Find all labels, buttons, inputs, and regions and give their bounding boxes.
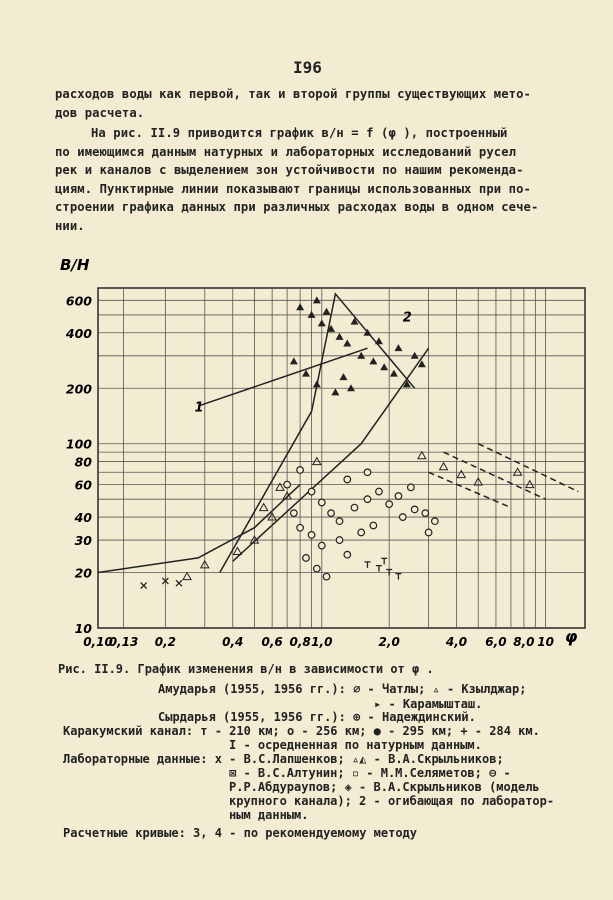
curve-4 [233, 348, 429, 561]
data-point-circle [344, 551, 351, 558]
data-point-triangle [318, 319, 326, 326]
data-point-circle [364, 469, 371, 476]
data-point-triangle [343, 339, 351, 346]
data-point-circle [425, 529, 432, 536]
y-tick-label: 600 [65, 293, 92, 309]
data-point-circle [314, 565, 321, 572]
caption-line: ▸ - Карамышташ. [374, 697, 483, 711]
text-line: дов расчета. [55, 105, 145, 120]
caption-line: Лабораторные данные: x - В.С.Лапшенков; ▵◭ - В.А.Скрыльников; [63, 752, 504, 766]
data-point-circle [411, 506, 418, 513]
data-point-circle [284, 481, 291, 488]
data-point-circle [303, 555, 310, 562]
curve-label: 2 [402, 310, 412, 326]
data-point-triangle [347, 384, 355, 391]
data-point-circle [336, 518, 343, 525]
x-tick-label: 0,13 [108, 635, 139, 649]
caption-line: Р.Р.Абдураупов; ◈ - В.А.Скрыльников (модель [229, 780, 540, 794]
y-tick-label: 400 [65, 325, 92, 341]
data-point-t [381, 558, 387, 564]
data-point-circle [351, 504, 358, 511]
chart-points [141, 296, 534, 588]
chart [0, 248, 613, 668]
caption-line: I - осредненная по натурным данным. [229, 738, 482, 752]
curve-labels [195, 311, 412, 416]
caption-line: Расчетные кривые: 3, 4 - по рекомендуемому методу [63, 826, 418, 840]
data-point-circle [318, 542, 325, 549]
data-point-triangle [380, 363, 388, 370]
data-point-triangle [375, 337, 383, 344]
data-point-open-triangle [526, 481, 534, 488]
data-point-t [376, 566, 382, 572]
page-number: I96 [293, 58, 322, 77]
data-point-circle [386, 501, 393, 508]
data-point-triangle [390, 370, 398, 377]
data-point-circle [432, 518, 439, 525]
data-point-open-triangle [313, 458, 321, 465]
y-tick-label: 10 [74, 621, 92, 636]
x-tick-label: 10 [537, 635, 554, 649]
data-point-circle [336, 537, 343, 544]
caption-line: крупного канала); 2 - огибающая по лаборатор- [229, 794, 555, 808]
data-point-circle [297, 524, 304, 531]
chart-svg [0, 248, 613, 668]
data-point-circle [408, 484, 415, 491]
data-point-circle [308, 532, 315, 539]
data-point-open-triangle [260, 504, 268, 511]
text-line: рек и каналов с выделением зон устойчивости по нашим рекоменда- [55, 163, 524, 178]
text-line: нии. [55, 218, 85, 233]
y-tick-label: 200 [65, 381, 92, 397]
x-tick-label: 0,10 [83, 635, 113, 649]
figure-caption-title: Рис. II.9. График изменения в/н в зависимости от φ . [58, 662, 434, 676]
x-tick-label: 8,0 [513, 635, 535, 649]
y-axis-label: В/Н [60, 256, 90, 274]
x-tick-label: 4,0 [445, 635, 468, 649]
data-point-triangle [357, 352, 365, 359]
paragraph-2 [55, 124, 565, 236]
data-point-circle [291, 510, 298, 517]
curve-label: 1 [194, 400, 204, 416]
y-tick-label: 20 [74, 565, 92, 581]
data-point-t [395, 574, 401, 580]
data-point-circle [395, 493, 402, 500]
data-point-triangle [308, 311, 316, 318]
text-line: расходов воды как первой, так и второй группы существующих мето- [55, 87, 531, 101]
x-tick-label: 0,2 [154, 635, 177, 649]
data-point-triangle [313, 296, 321, 303]
x-tick-label: 0,4 [222, 635, 244, 649]
curve-3 [98, 485, 300, 573]
data-point-circle [308, 488, 315, 495]
caption-line: ным данным. [229, 808, 309, 822]
paragraph-1 [55, 85, 565, 122]
data-point-triangle [290, 357, 298, 364]
text-line: по имеющимся данным натурных и лабораторных исследований русел [55, 144, 517, 159]
y-tick-label: 100 [65, 436, 92, 452]
data-point-cross [176, 580, 182, 586]
text-line: На рис. II.9 приводится график в/н = f (φ ), построенный [91, 126, 508, 140]
x-tick-label: 2,0 [378, 635, 400, 649]
caption-line: Амударья (1955, 1956 гг.): ⌀ - Чатлы; ▵ - Кзылджар; [158, 682, 527, 696]
data-point-circle [323, 573, 330, 580]
data-point-triangle [411, 352, 419, 359]
y-tick-label: 30 [74, 533, 92, 549]
data-point-circle [344, 476, 351, 483]
data-point-t [364, 562, 370, 568]
data-point-triangle [369, 357, 377, 364]
y-tick-label: 40 [74, 510, 92, 526]
caption-line: ⊠ - В.С.Алтунин; ▫ - М.М.Селяметов; ⊖ - [229, 766, 511, 780]
data-point-triangle [313, 380, 321, 387]
data-point-triangle [394, 344, 402, 351]
y-tick-label: 80 [74, 454, 92, 470]
data-point-cross [141, 583, 147, 589]
x-tick-label: 6,0 [485, 635, 507, 649]
data-point-triangle [323, 308, 331, 315]
x-tick-label: 0,8 [289, 635, 311, 649]
data-point-open-triangle [514, 468, 522, 475]
x-tick-label: φ [564, 627, 578, 646]
data-point-triangle [336, 333, 344, 340]
data-point-open-triangle [457, 471, 465, 478]
caption-line: Сырдарья (1955, 1956 гг.): ⊕ - Надеждинский. [158, 710, 476, 724]
text-line: строении графика данных при различных расходах воды в одном сече- [55, 200, 539, 215]
y-tick-labels [65, 293, 92, 636]
text-line: циям. Пунктирные линии показывают границы использованных при по- [55, 181, 531, 196]
data-point-triangle [296, 303, 304, 310]
x-tick-label: 1,0 [311, 635, 333, 649]
caption-line: Каракумский канал: т - 210 км; о - 256 км; ● - 295 км; + - 284 км. [63, 724, 540, 738]
data-point-circle [370, 522, 377, 529]
data-point-circle [376, 488, 383, 495]
x-tick-labels [83, 627, 578, 649]
data-point-circle [422, 510, 429, 517]
data-point-circle [328, 510, 335, 517]
y-tick-label: 60 [74, 477, 92, 493]
x-tick-label: 0,6 [261, 635, 283, 649]
data-point-circle [318, 499, 325, 506]
data-point-open-triangle [183, 573, 191, 580]
data-point-circle [364, 496, 371, 503]
data-point-open-triangle [440, 463, 448, 470]
data-point-open-triangle [418, 452, 426, 459]
data-point-circle [297, 467, 304, 474]
data-point-triangle [339, 373, 347, 380]
data-point-triangle [331, 388, 339, 395]
data-point-circle [399, 514, 406, 521]
data-point-circle [358, 529, 365, 536]
